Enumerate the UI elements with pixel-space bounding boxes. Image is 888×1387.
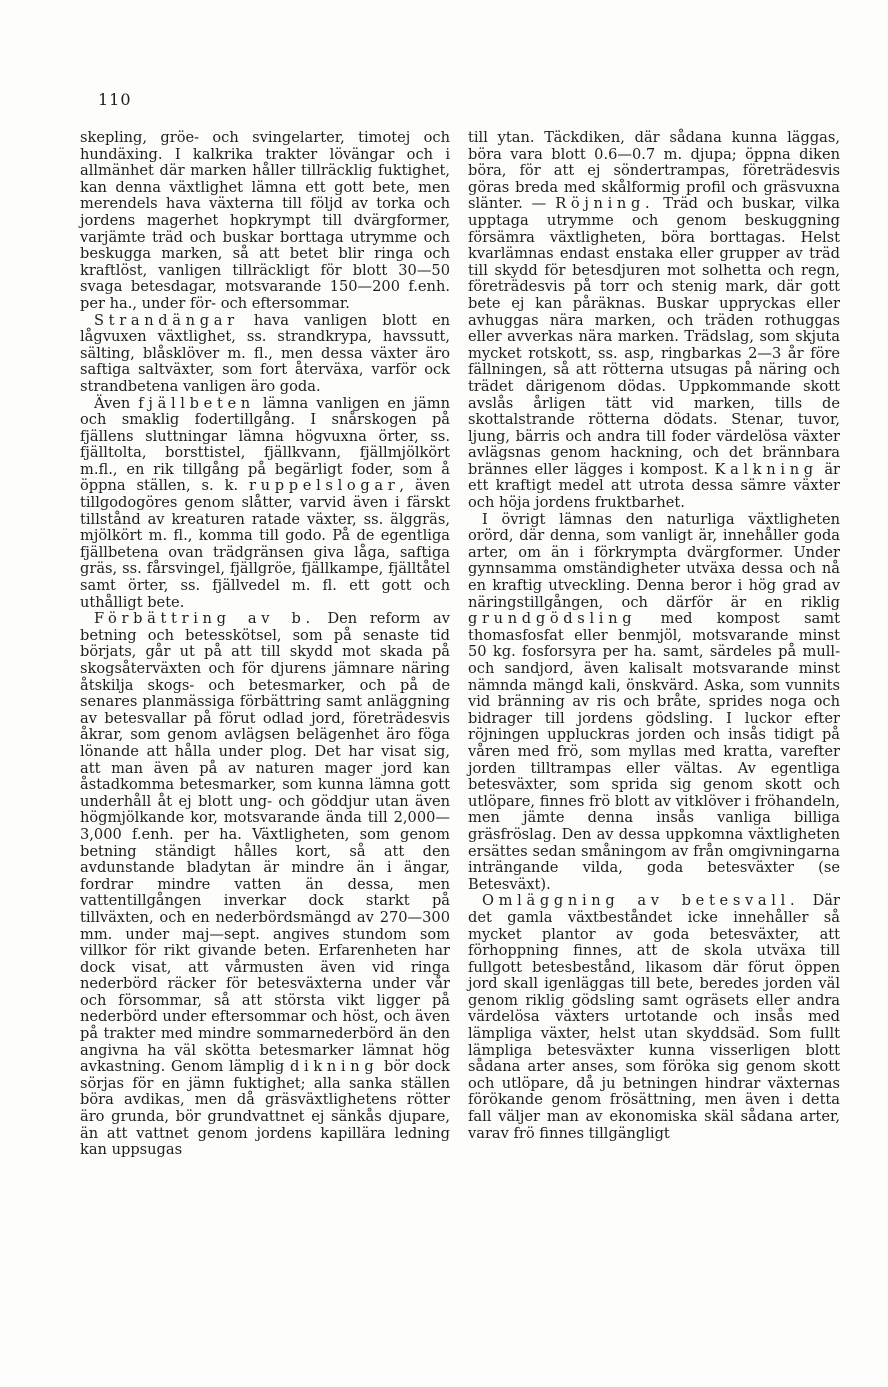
term-omlaggning: Omläggning av betesvall. xyxy=(482,892,800,910)
left-column xyxy=(80,130,450,1159)
paragraph-omlaggning xyxy=(468,893,840,1142)
term-strandangar: Strandängar xyxy=(94,311,239,329)
text: Där det gamla växtbeståndet icke innehåller så mycket plantor av goda betesväxter, att förhoppning finnes, att de skola utväxa till fullgott betesbestånd, likasom där förut öppen jord skall igenläggas till bete, beredes jorden väl genom riklig gödsling samt ogräsets eller andra värdelösa växters urtotande och insås med lämpliga växter, helst utan skyddsäd. Som fullt lämpliga betesväxter kunna visserligen blott sådana arter anses, som föröka sig genom skott och utlöpare, då ju betningen hindrar växternas förökande genom frösättning, men även i detta fall väljer man av ekonomiska skäl sådana arter, varav frö finnes tillgängligt xyxy=(468,892,840,1142)
text: med kompost samt thomasfosfat eller benmjöl, motsvarande minst 50 kg. fosforsyra per ha. samt, särdeles på mull- och sandjord, även kalisalt motsvarande minst nämnda mängd kali, önskvärd. Aska, som vunnits vid bränning av ris och bråte, sprides noga och bidrager till jordens gödsling. I luckor efter röjningen uppluckras jorden och insås tidigt på våren med frö, som myllas med kratta, varefter jorden tilltrampas eller vältas. Av egentliga betesväxter, som sprida sig genom skott och utlöpare, finnes frö blott av vitklöver i fröhandeln, men jämte denna insås vanliga billiga gräsfröslag. Den av dessa uppkomna växtligheten ersättes sedan småningom av från omgivningarna inträngande vilda, goda betesväxter (se Betesväxt). xyxy=(468,610,840,893)
text: lämna vanligen en jämn och smaklig fodertillgång. I snårskogen på fjällens sluttningar lämna högvuxna örter, ss. fjälltolta, borsttistel, fjällkvann, fjällmjölkört m.fl., en rik tillgång på begärligt foder, som å öppna ställen, s. k. xyxy=(80,394,450,495)
text: Den reform av betning och betesskötsel, som på senaste tid börjats, går ut på att till skydd mot skada på skogsåterväxten och för djurens jämnare näring åtskilja skogs- och betesmarker, och på de senares planmässiga förbättring samt anläggning av betesvallar på förut odlad jord, företrädesvis åkrar, som genom avlägsen belägenhet äro föga lönande att hålla under plog. Det har visat sig, att man även på av naturen mager jord kan åstadkomma betesmarker, som kunna lämna gott underhåll åt ej blott ung- och göddjur utan även högmjölkande kor, motsvarande ända till 2,000—3,000 f.enh. per ha. Växtligheten, som genom betning ständigt hålles kort, så att den avdunstande bladytan är mindre än i ängar, fordrar mindre vatten än dessa, men vattentillgången inverkar dock starkt på tillväxten, och en nederbördsmängd av 270—300 mm. under maj—sept. angives stundom som villkor för rikt givande beten. Erfarenheten har dock visat, att vårmusten även vid ringa nederbörd räcker för betesväxterna under vår och försommar, så att största vikt ligger på nederbörd under eftersommar och höst, och även på trakter med mindre sommarnederbörd än den angivna ha väl skötta betesmarker lämnat hög avkastning. Genom lämplig xyxy=(80,610,451,1076)
paragraph-rojning xyxy=(468,130,840,512)
paragraph-strandangar xyxy=(80,313,450,396)
term-forbattring: Förbättring av b. xyxy=(94,610,315,628)
text: är ett kraftigt medel att utrota dessa sämre växter och höja jordens fruktbarhet. xyxy=(468,460,840,512)
text: hava vanligen blott en lågvuxen växtlighet, ss. strandkrypa, havssutt, sälting, blåsklöver m. fl., men dessa växter äro saftiga saltväxter, som fort återväxa, varför ock strandbetena vanligen äro goda. xyxy=(80,311,450,395)
term-ruppelslogar: ruppelslogar xyxy=(249,477,400,495)
text: bör dock sörjas för en jämn fuktighet; alla sanka ställen böra avdikas, men då gräsväxtlighetens rötter äro grunda, bör grundvattnet ej sänkås djupare, än att vattnet genom jordens kapillära ledning kan uppsugas xyxy=(80,1058,451,1159)
text: Träd och buskar, vilka upptaga utrymme och genom beskuggning försämra växtligheten, böra borttagas. Helst kvarlämnas endast enstaka eller grupper av träd till skydd för betesdjuren mot solhetta och regn, företrädesvis på torr och stenig mark, där gott bete ej kan påräknas. Buskar uppryckas eller avhuggas nära marken, och träden rothuggas eller avverkas nära marken. Trädslag, som skjuta mycket rotskott, ss. asp, ringbarkas 2—3 år före fällningen, så att rötterna utsugas på näring och trädet därigenom dödas. Uppkommande skott avslås årligen tätt vid marken, tills de skottalstrande rötterna dödats. Stenar, tuvor, ljung, bärris och andra till foder värdelösa växter avlägsnas genom hackning, och det brännbara brännes eller lägges i kompost. xyxy=(468,195,841,478)
paragraph-pasture-vegetation xyxy=(80,130,450,313)
term-rojning: Röjning. xyxy=(555,195,655,213)
text: skepling, gröe- och svingelarter, timotej och hundäxing. I kalkrika trakter lövängar och i allmänhet där marken håller tillräcklig fuktighet, kan denna växtlighet lämna ett gott bete, men merendels hava växterna till följd av torka och jordens magerhet hopkrympt till dvärgformer, varjämte träd och buskar borttaga utrymme och beskugga marken, så att betet blir ringa och kraftlöst, vanligen tillräckligt för blott 30—50 svaga betesdagar, motsvarande 150—200 f.enh. per ha., under för- och eftersommar. xyxy=(80,129,450,312)
text: till ytan. Täckdiken, där sådana kunna läggas, böra vara blott 0.6—0.7 m. djupa; öppna diken böra, för att ej söndertrampas, företrädesvis göras breda med skålformig profil och gräsvuxna slänter. — xyxy=(468,129,840,213)
term-grundgodsling: grundgödsling xyxy=(468,610,637,628)
text: , även tillgodogöres genom slåtter, varvid även i färskt tillstånd av kreaturen ratade växter, ss. älggräs, mjölkört m. fl., komma till godo. På de egentliga fjällbetena ovan trädgränsen giva låga, saftiga gräs, ss. fårsvingel, fjällgröe, fjällkampe, fjälltåtel samt örter, ss. fjällvedel m. fl. ett gott och uthålligt bete. xyxy=(80,477,450,611)
page-number: 110 xyxy=(98,90,132,109)
term-kalkning: Kalkning xyxy=(714,460,818,478)
paragraph-fjallbeten xyxy=(80,396,450,612)
paragraph-forbattring xyxy=(80,611,450,1159)
term-fjallbeten: fjällbeten xyxy=(138,394,255,412)
term-dikning: dikning xyxy=(289,1058,379,1076)
right-column xyxy=(468,130,840,1142)
text: Även xyxy=(94,394,139,412)
text: I övrigt lämnas den naturliga växtligheten orörd, där denna, som vanligt är, innehåller goda arter, om än i förkrympta dvärgformer. Under gynnsamma omständigheter utväxa dessa och nå en kraftig utveckling. Denna beror i hög grad av näringstillgången, och därför är en riklig xyxy=(468,510,840,611)
paragraph-grundgodsling xyxy=(468,512,840,894)
